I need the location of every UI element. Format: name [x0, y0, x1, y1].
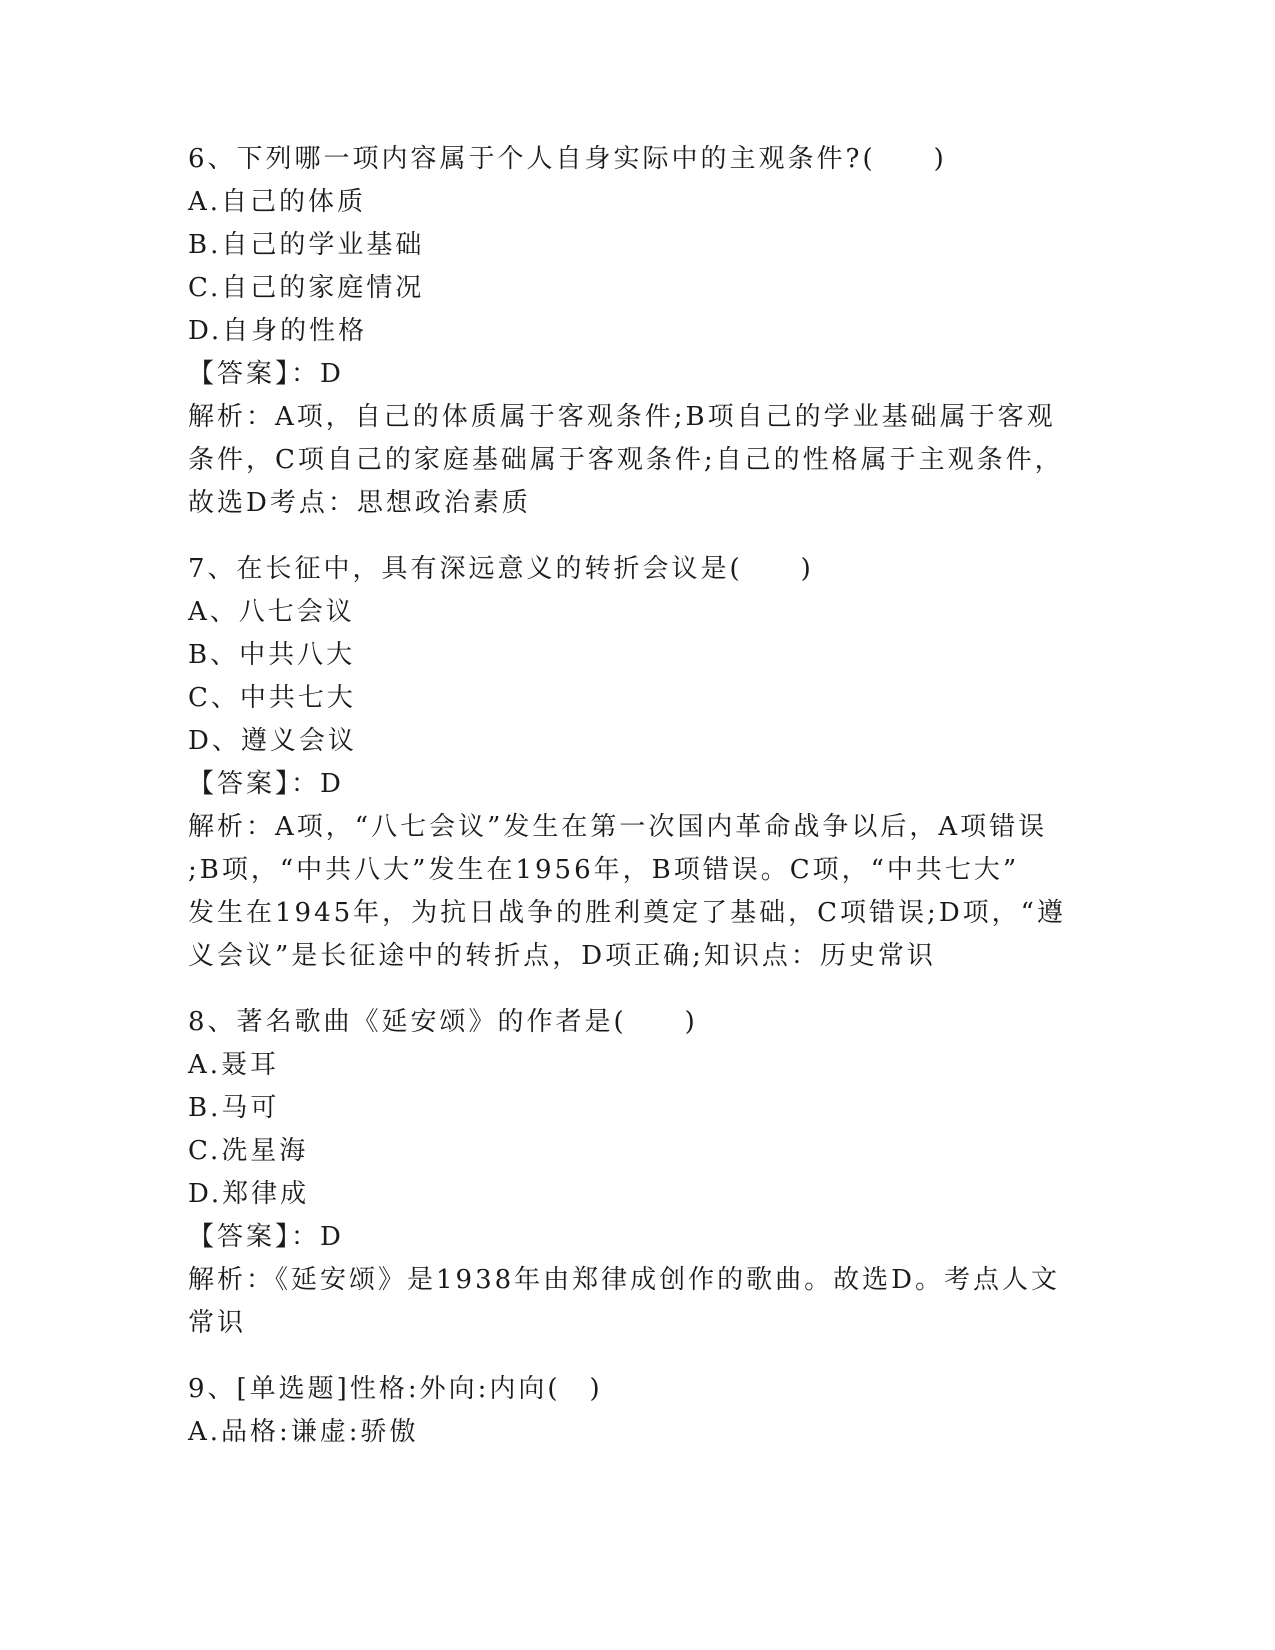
option-d: D.郑律成	[188, 1179, 310, 1209]
document-page	[188, 138, 1088, 1477]
question-stem: 7、在长征中，具有深远意义的转折会议是( )	[188, 554, 814, 584]
answer-line: 【答案】：D	[188, 769, 344, 799]
answer-line: 【答案】：D	[188, 1222, 344, 1252]
analysis-line: ;B项，“中共八大”发生在1956年，B项错误。C项，“中共七大”	[188, 855, 1020, 885]
option-c: C.自己的家庭情况	[188, 273, 425, 303]
option-d: D.自身的性格	[188, 316, 368, 346]
question-6	[188, 138, 1088, 525]
analysis-line: 义会议”是长征途中的转折点，D项正确;知识点：历史常识	[188, 941, 936, 971]
question-7	[188, 548, 1088, 978]
analysis-line: 解析：A项，自己的体质属于客观条件;B项自己的学业基础属于客观	[188, 402, 1056, 432]
question-stem: 9、[单选题]性格:外向:内向( )	[188, 1374, 603, 1404]
question-stem: 6、下列哪一项内容属于个人自身实际中的主观条件?( )	[188, 144, 947, 174]
analysis-line: 条件，C项自己的家庭基础属于客观条件;自己的性格属于主观条件，	[188, 445, 1064, 475]
analysis-line: 故选D考点：思想政治素质	[188, 488, 531, 518]
option-b: B、中共八大	[188, 640, 356, 670]
question-9	[188, 1368, 1088, 1454]
answer-line: 【答案】：D	[188, 359, 344, 389]
option-d: D、遵义会议	[188, 726, 357, 756]
option-a: A.品格:谦虚:骄傲	[188, 1417, 419, 1447]
analysis-line: 常识	[188, 1308, 247, 1338]
question-8	[188, 1001, 1088, 1345]
option-c: C.冼星海	[188, 1136, 309, 1166]
question-stem: 8、著名歌曲《延安颂》的作者是( )	[188, 1007, 698, 1037]
analysis-line: 解析：《延安颂》是1938年由郑律成创作的歌曲。故选D。考点人文	[188, 1265, 1061, 1295]
option-a: A.自己的体质	[188, 187, 367, 217]
option-b: B.马可	[188, 1093, 280, 1123]
option-a: A、八七会议	[188, 597, 355, 627]
analysis-line: 解析：A项，“八七会议”发生在第一次国内革命战争以后，A项错误	[188, 812, 1048, 842]
analysis-line: 发生在1945年，为抗日战争的胜利奠定了基础，C项错误;D项，“遵	[188, 898, 1066, 928]
option-b: B.自己的学业基础	[188, 230, 425, 260]
option-a: A.聂耳	[188, 1050, 280, 1080]
option-c: C、中共七大	[188, 683, 356, 713]
